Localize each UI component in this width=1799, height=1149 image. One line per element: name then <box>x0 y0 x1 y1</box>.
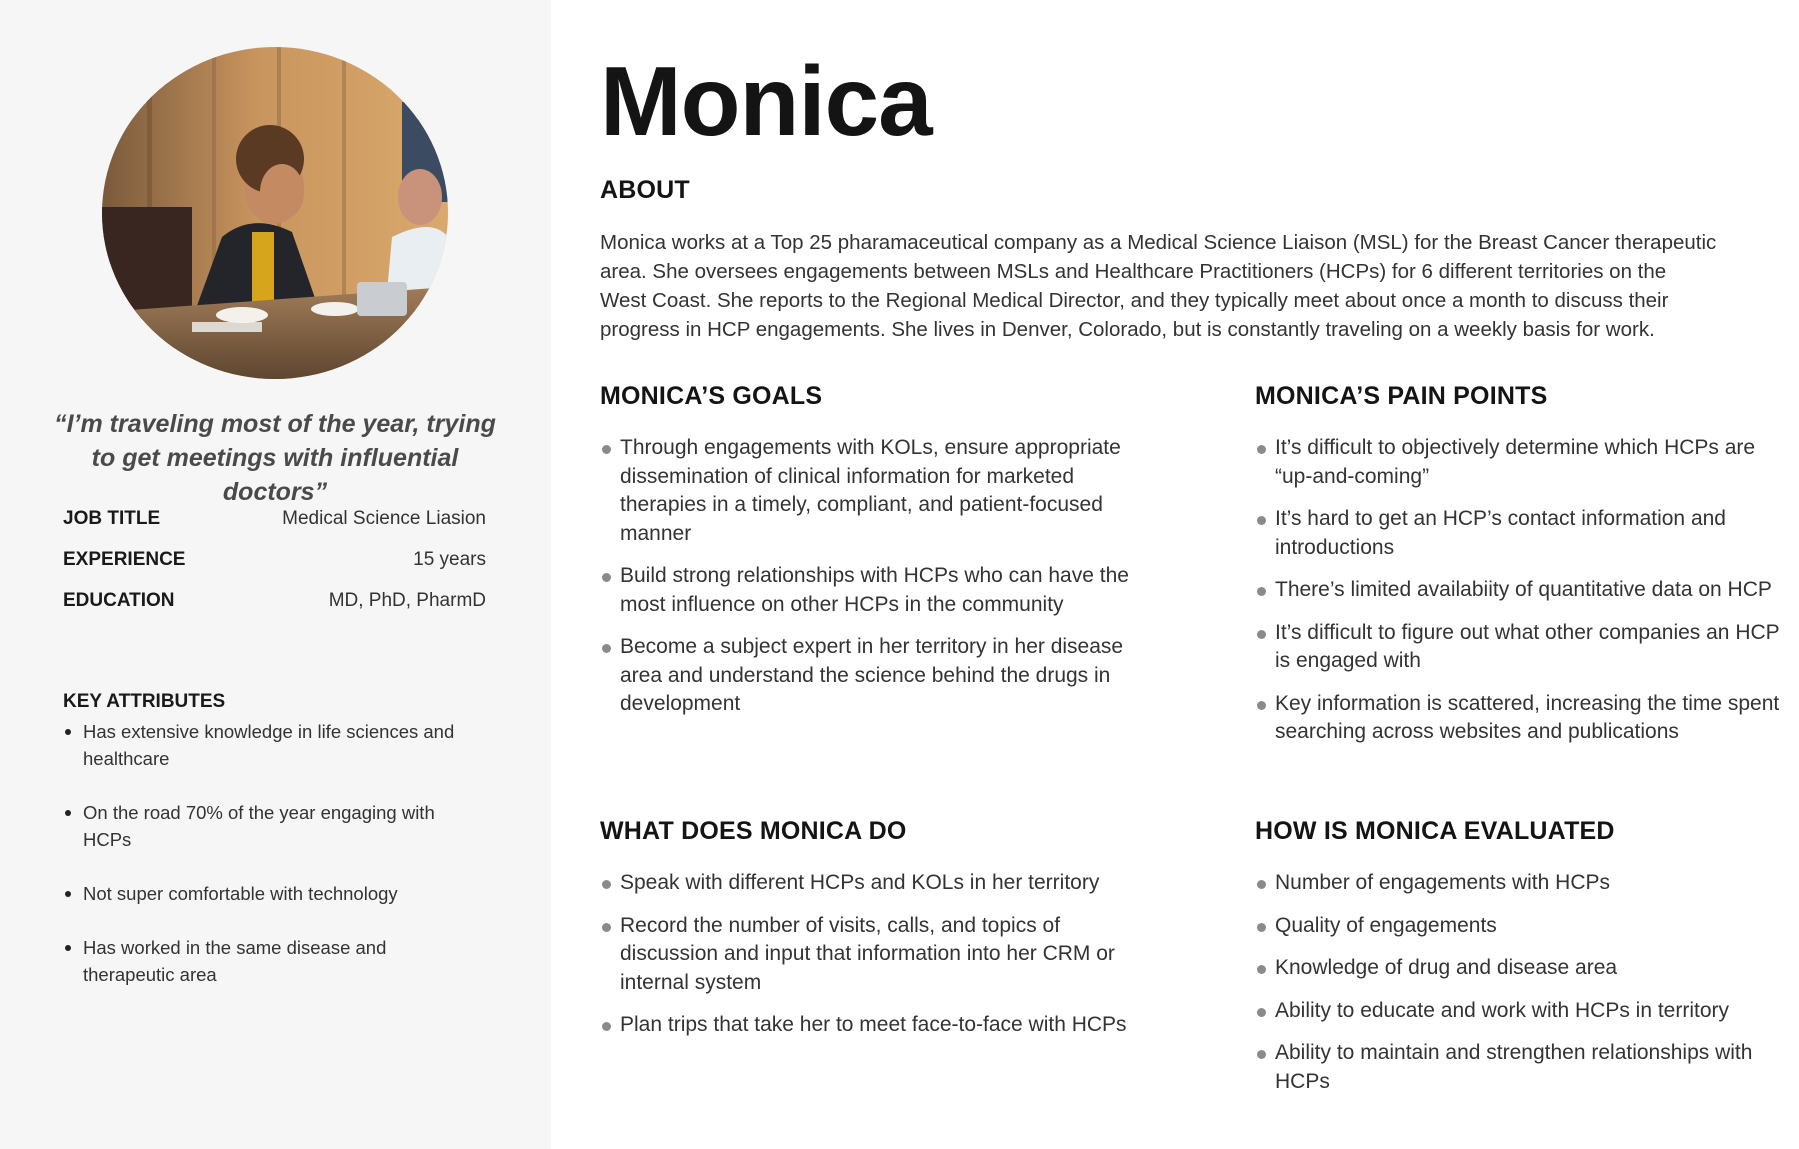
persona-sidebar <box>0 0 551 1149</box>
persona-name: Monica <box>600 46 932 156</box>
fact-row-education <box>63 590 486 631</box>
fact-row-experience <box>63 549 486 590</box>
list-item: Record the number of visits, calls, and topics of discussion and input that information into her CRM or internal system <box>600 912 1145 998</box>
about-line: progress in HCP engagements. She lives in Denver, Colorado, but is constantly traveling on a weekly basis for work. <box>600 318 1655 341</box>
list-item: Not super comfortable with technology <box>63 880 483 907</box>
list-item: Quality of engagements <box>1255 912 1795 941</box>
about-line: area. She oversees engagements between MSLs and Healthcare Practitioners (HCPs) for 6 different territories on the <box>600 260 1667 283</box>
evaluated-list <box>1255 869 1795 1096</box>
fact-value: Medical Science Liasion <box>282 508 486 529</box>
list-item: Become a subject expert in her territory in her disease area and understand the science behind the drugs in development <box>600 633 1145 719</box>
list-item: Ability to educate and work with HCPs in territory <box>1255 997 1795 1026</box>
goals-heading: MONICA’S GOALS <box>600 382 823 410</box>
list-item: Key information is scattered, increasing the time spent searching across websites and publications <box>1255 690 1790 747</box>
persona-quote: “I’m traveling most of the year, trying to get meetings with influential doctors” <box>54 410 496 506</box>
list-item: There’s limited availabiity of quantitative data on HCP <box>1255 576 1790 605</box>
pain-points-list <box>1255 434 1790 747</box>
fact-value: MD, PhD, PharmD <box>328 590 486 611</box>
goals-list <box>600 434 1145 719</box>
key-attributes-heading: KEY ATTRIBUTES <box>63 691 226 712</box>
what-does-heading: WHAT DOES MONICA DO <box>600 817 907 845</box>
fact-label: JOB TITLE <box>63 508 161 529</box>
list-item: On the road 70% of the year engaging with HCPs <box>63 799 463 853</box>
list-item: Knowledge of drug and disease area <box>1255 954 1795 983</box>
list-item: Has extensive knowledge in life sciences and healthcare <box>63 718 483 772</box>
persona-photo <box>102 47 448 379</box>
list-item: Number of engagements with HCPs <box>1255 869 1795 898</box>
list-item: Speak with different HCPs and KOLs in her territory <box>600 869 1145 898</box>
list-item: It’s hard to get an HCP’s contact information and introductions <box>1255 505 1790 562</box>
list-item: It’s difficult to figure out what other companies an HCP is engaged with <box>1255 619 1790 676</box>
fact-label: EDUCATION <box>63 590 175 611</box>
list-item: It’s difficult to objectively determine which HCPs are “up-and-coming” <box>1255 434 1790 491</box>
key-attributes-list <box>63 718 483 988</box>
about-text <box>600 228 1799 344</box>
fact-label: EXPERIENCE <box>63 549 186 570</box>
evaluated-heading: HOW IS MONICA EVALUATED <box>1255 817 1615 845</box>
list-item: Has worked in the same disease and therapeutic area <box>63 934 463 988</box>
fact-row-job-title <box>63 508 486 549</box>
about-line: Monica works at a Top 25 pharamaceutical company as a Medical Science Liaison (MSL) for the Breast Cancer therapeutic <box>600 231 1717 254</box>
pain-points-heading: MONICA’S PAIN POINTS <box>1255 382 1548 410</box>
what-does-list <box>600 869 1145 1040</box>
about-heading: ABOUT <box>600 176 690 204</box>
list-item: Ability to maintain and strengthen relationships with HCPs <box>1255 1039 1795 1096</box>
persona-facts <box>63 508 486 631</box>
list-item: Plan trips that take her to meet face-to-face with HCPs <box>600 1011 1145 1040</box>
list-item: Build strong relationships with HCPs who can have the most influence on other HCPs in the community <box>600 562 1145 619</box>
fact-value: 15 years <box>413 549 486 570</box>
about-line: West Coast. She reports to the Regional Medical Director, and they typically meet about once a month to discuss their <box>600 289 1669 312</box>
list-item: Through engagements with KOLs, ensure appropriate dissemination of clinical information for marketed therapies in a timely, compliant, and patient-focused manner <box>600 434 1145 548</box>
